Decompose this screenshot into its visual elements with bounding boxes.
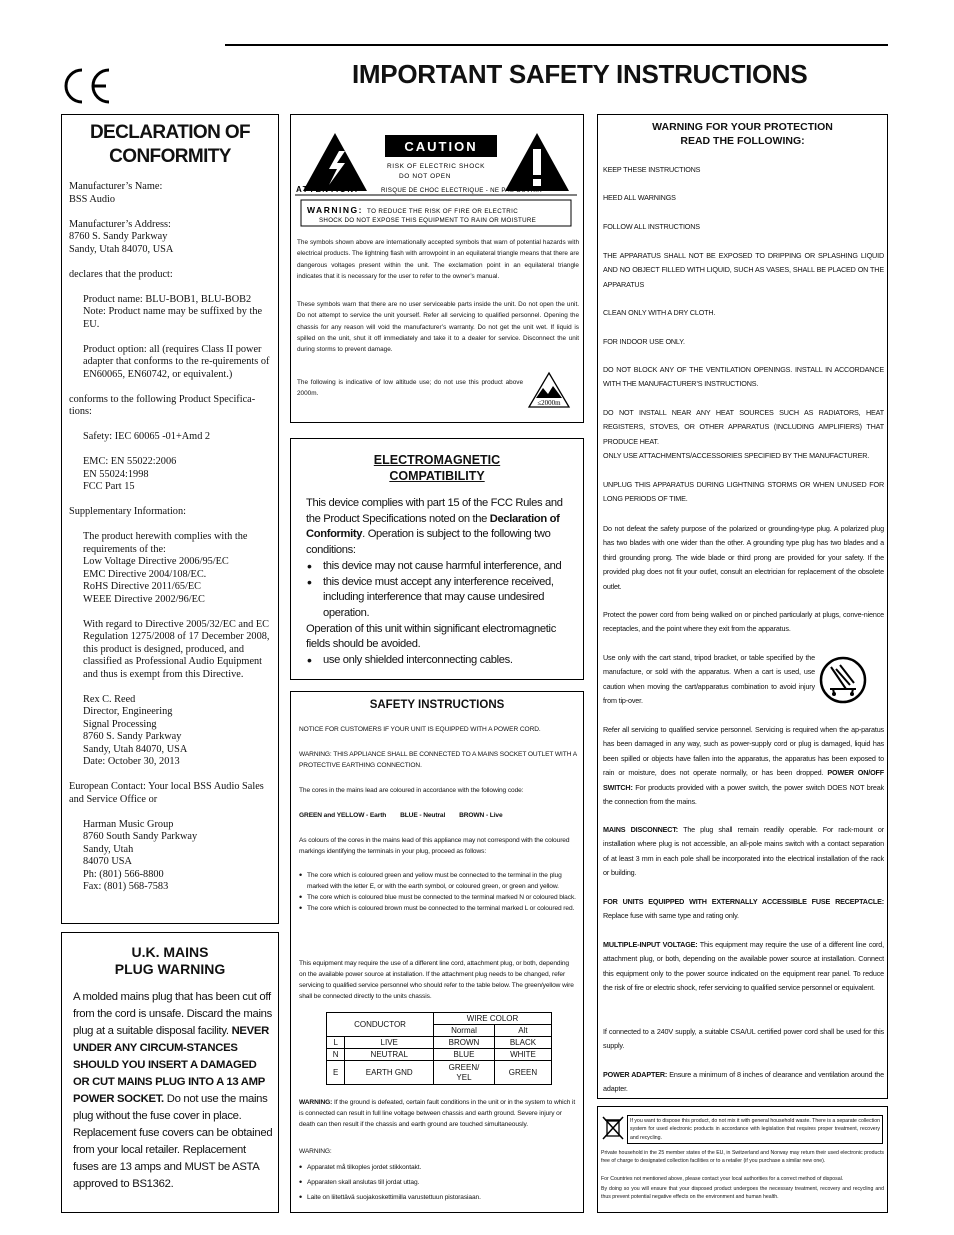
safety-para-6	[299, 1097, 577, 1130]
safety-nordic-3: • Laite on liitettävä suojakoskettimilla varustettuun pistorasiaan.	[299, 1190, 577, 1205]
table-cell: LIVE	[345, 1037, 434, 1049]
safety-para-1: NOTICE FOR CUSTOMERS IF YOUR UNIT IS EQUIPPED WITH A POWER CORD.	[299, 726, 541, 733]
warning-text2: SHOCK DO NOT EXPOSE THIS EQUIPMENT TO RAIN OR MOISTURE	[319, 217, 537, 224]
table-cell: GREEN/ YEL	[434, 1061, 495, 1085]
caution-label-graphic	[295, 121, 577, 239]
warning-s14	[603, 723, 884, 809]
emc-bullet-1: • this device may not cause harmful interference, and	[306, 559, 574, 575]
table-row	[327, 1049, 552, 1061]
wire-color-table	[326, 1012, 552, 1085]
warning-s11: Do not defeat the safety purpose of the polarized or grounding-type plug. A polarized plug has two blades with one wider than the other. A grounding type plug has two blades and a third grounding prong. The wide blade or third prong are provided for your safety. If the provided plug does not fit your outlet, consult an electrician for replacement of the obsolete outlet.	[603, 524, 884, 591]
table-header-normal: Normal	[434, 1025, 495, 1037]
table-cell: GREEN	[494, 1061, 551, 1085]
table-cell: BROWN	[434, 1037, 495, 1049]
safety-bullet-1: • The core which is coloured green and yellow must be connected to the terminal in the plug marked with the letter E, or with the earth symbol, or coloured green, or green and yellow.	[299, 870, 577, 892]
declaration-para: EMC: EN 55022:2006 EN 55024:1998 FCC Part 15	[83, 456, 177, 492]
warning-text1: TO REDUCE THE RISK OF FIRE OR ELECTRIC	[367, 208, 519, 215]
declaration-para: Safety: IEC 60065 -01+Amd 2	[83, 431, 211, 442]
declaration-body	[69, 181, 275, 906]
warning-s15	[603, 823, 884, 881]
weee-box	[597, 1106, 888, 1213]
warning-s7: DO NOT BLOCK ANY OF THE VENTILATION OPENINGS. INSTALL IN ACCORDANCE WITH THE MANUFACTURER’S INSTRUCTIONS.	[603, 365, 884, 389]
declaration-para: European Contact: Your local BSS Audio Sales and Service Office or	[69, 781, 264, 805]
shock-line1: RISK OF ELECTRIC SHOCK	[387, 163, 486, 170]
warning-s17-bold: MULTIPLE-INPUT VOLTAGE:	[603, 940, 698, 949]
safety-para-3: The cores in the mains lead are coloured in accordance with the following code:	[299, 787, 524, 794]
altitude-icon	[527, 371, 571, 409]
warning-s9: ONLY USE ATTACHMENTS/ACCESSORIES SPECIFIED BY THE MANUFACTURER.	[603, 451, 870, 460]
table-cell: EARTH GND	[345, 1061, 434, 1085]
cart-warning-icon	[818, 655, 868, 705]
safety-nordic-list	[299, 1160, 577, 1205]
caution-box	[290, 114, 584, 423]
header-rule	[225, 44, 888, 46]
uk-text-bold: NEVER UNDER ANY CIRCUM-STANCES SHOULD YOU INSERT A DAMAGED OR CUT MAINS PLUG INTO A 13 AMP POWER SOCKET.	[73, 1025, 269, 1105]
declaration-box	[61, 114, 279, 924]
warning-box	[597, 114, 888, 1099]
declaration-para: Manufacturer’s Address: 8760 S. Sandy Parkway Sandy, Utah 84070, USA	[69, 218, 174, 255]
warning-heading: WARNING FOR YOUR PROTECTION READ THE FOLLOWING:	[652, 121, 833, 147]
altitude-label: ≤2000m	[537, 399, 561, 407]
table-cell: NEUTRAL	[345, 1049, 434, 1061]
safety-para-7: WARNING:	[299, 1148, 332, 1155]
emc-intro	[306, 496, 574, 559]
uk-text	[73, 989, 273, 1193]
weee-para-1: Private household in the 25 member states of the EU, in Switzerland and Norway may return their used electronic products free of charge to designated collection facilities or to a retailer (if you purchase a similar new one).	[601, 1150, 884, 1165]
emc-mid: Operation of this unit within significant electromagnetic fields should be avoided.	[306, 622, 556, 651]
safety-heading: SAFETY INSTRUCTIONS	[369, 699, 505, 711]
declaration-para: With regard to Directive 2005/32/EC and EC Regulation 1275/2008 of 17 December 2008, this product is designed, produced, and classified as Professional Audio Equipment and thus is exempt from this Directive.	[83, 618, 270, 680]
warning-s3: FOLLOW ALL INSTRUCTIONS	[603, 222, 700, 231]
safety-para-4: As colours of the cores in the mains lead of this appliance may not correspond with the coloured markings identifying the terminals in your plug, proceed as follows:	[299, 837, 570, 855]
warning-s14b-text: For products provided with a power switch, the power switch DOES NOT break the connection from the mains.	[603, 782, 884, 807]
table-row	[327, 1061, 552, 1085]
weee-box-text: If you want to dispose this product, do not mix it with general household waste. There is a separate collection system for used electronic products in accordance with legislation that requires proper treatment, recovery and recycling.	[627, 1115, 883, 1144]
uk-text-intro: A molded mains plug that has been cut off from the cord is unsafe. Discard the mains plug at a suitable disposal facility.	[73, 991, 272, 1037]
attention-label: ATTENTION:	[296, 185, 359, 194]
warning-s8: DO NOT INSTALL NEAR ANY HEAT SOURCES SUCH AS RADIATORS, HEAT REGISTERS, STOVES, OR OTHER APPARATUS (INCLUDING AMPLIFIERS) THAT PRODUCE HEAT.	[603, 408, 884, 446]
safety-para-2: WARNING: THIS APPLIANCE SHALL BE CONNECTED TO A MAINS SOCKET OUTLET WITH A PROTECTIVE EARTHING CONNECTION.	[299, 751, 577, 769]
warning-s16-text: Replace fuse with same type and rating only.	[603, 911, 739, 921]
warning-s15-text: The plug shall remain readily operable. For rack-mount or installation where plug is not accessible, an all-pole mains switch with a contact separation of at least 3 mm in each pole shall be incorporated into the electrical installation of the rack or building.	[603, 825, 884, 878]
warning-s2: HEED ALL WARNINGS	[603, 193, 676, 202]
caution-para-2: These symbols warn that there are no user serviceable parts inside the unit. Do not open the unit. Do not attempt to service the unit yourself. Refer all servicing to qualified personnel. Opening the chassis for any reason will void the manufacturer’s warranty. Do not get the unit wet. If liquid is spilled on the unit, shut it off immediately and take it to a dealer for service. Disconnect the unit during storms to prevent damage.	[297, 301, 579, 354]
warning-s16-bold: FOR UNITS EQUIPPED WITH EXTERNALLY ACCESSIBLE FUSE RECEPTACLE:	[603, 897, 884, 906]
ce-mark-icon	[60, 66, 116, 106]
table-cell: WHITE	[494, 1049, 551, 1061]
declaration-para: Product option: all (requires Class II power adapter that conforms to the re-quirements of EN60065, EN60742, or equivalent.)	[83, 343, 270, 380]
declaration-para: Manufacturer’s Name: BSS Audio	[69, 181, 163, 205]
safety-bullet-2: • The core which is coloured blue must be connected to the terminal marked N or coloured black.	[299, 892, 577, 903]
emc-box	[290, 438, 584, 680]
caution-para-1: The symbols shown above are internationally accepted symbols that warn of potential hazards with electrical products. The lightning flash with arrowpoint in an equilateral triangle means that there are dangerous voltages present within the unit. The exclamation point in an equilateral triangle indicates that it is necessary for the user to refer to the owner’s manual.	[297, 239, 579, 280]
weee-para-2: For Countries not mentioned above, please contact your local authorities for a correct method of disposal.	[601, 1176, 844, 1182]
caution-para-3: The following is indicative of low altitude use; do not use this product above 2000m.	[297, 379, 523, 398]
uk-mains-box	[61, 932, 279, 1213]
table-cell: N	[327, 1049, 345, 1061]
safety-codes: GREEN and YELLOW - Earth BLUE - Neutral BROWN - Live	[299, 812, 503, 819]
warning-s19	[603, 1068, 884, 1097]
table-cell: BLACK	[494, 1037, 551, 1049]
declaration-para: Harman Music Group 8760 South Sandy Parkway Sandy, Utah 84070 USA Ph: (801) 566-8800 Fax: (801) 568-7583	[83, 818, 198, 892]
emc-intro-bold: Declaration of Conformity	[306, 512, 560, 541]
warning-s13: Use only with the cart stand, tripod bracket, or table specified by the manufacture, or sold with the apparatus. When a cart is used, use caution when moving the cart/apparatus combination to avoid injury from tip-over.	[603, 653, 815, 706]
table-cell: BLUE	[434, 1049, 495, 1061]
table-header-wire: WIRE COLOR	[434, 1013, 552, 1025]
emc-body	[306, 496, 574, 669]
table-cell: E	[327, 1061, 345, 1085]
declaration-para: Supplementary Information:	[69, 506, 186, 517]
warning-s14b-bold: POWER ON/OFF SWITCH:	[603, 768, 885, 792]
warning-s10: UNPLUG THIS APPARATUS DURING LIGHTNING STORMS OR WHEN UNUSED FOR LONG PERIODS OF TIME.	[603, 480, 884, 504]
safety-para-5: This equipment may require the use of a different line cord, attachment plug, or both, depending on the available power source at installation. If the attachment plug needs to be changed, refer servicing to qualified service personnel who should refer to the table below. The green/yellow wire shall be connected directly to the units chassis.	[299, 960, 574, 1000]
attention-text: RISQUE DE CHOC ELECTRIQUE - NE PAS OUVRIR	[381, 187, 543, 194]
emc-heading: ELECTROMAGNETIC COMPATIBILITY	[373, 453, 501, 483]
shock-line2: DO NOT OPEN	[399, 173, 451, 180]
warning-s15-bold: MAINS DISCONNECT:	[603, 825, 679, 834]
safety-bullet-3: • The core which is coloured brown must be connected to the terminal marked L or coloured red.	[299, 903, 577, 914]
warning-s5: CLEAN ONLY WITH A DRY CLOTH.	[603, 308, 716, 317]
warning-label: WARNING:	[307, 205, 363, 215]
emc-intro-1: This device complies with part 15 of the FCC Rules and the Product Specifications noted on the	[306, 497, 563, 525]
safety-nordic-1: • Apparatet må tilkoples jordet stikkontakt.	[299, 1160, 577, 1175]
warning-s17	[603, 938, 884, 996]
uk-heading: U.K. MAINS PLUG WARNING	[114, 944, 226, 977]
table-cell: L	[327, 1037, 345, 1049]
safety-nordic-2: • Apparaten skall anslutas till jordat uttag.	[299, 1175, 577, 1190]
table-header-alt: Alt	[494, 1025, 551, 1037]
warning-s14-text: Refer all servicing to qualified service personnel. Servicing is required when the ap-paratus has been damaged in any way, such as power-supply cord or plug is damaged, liquid has been spilled or objects have fallen into the apparatus, the apparatus has been exposed to rain or moisture, does not operate normally, or has been dropped.	[603, 725, 884, 778]
safety-bullets	[299, 870, 577, 914]
declaration-para: The product herewith complies with the requirements of the: Low Voltage Directive 2006/95/EC EMC Directive 2004/108/EC. RoHS Directive 2011/65/EC WEEE Directive 2002/96/EC	[83, 531, 248, 605]
declaration-para: declares that the product:	[69, 268, 173, 280]
safety-box	[290, 691, 584, 1213]
emc-bullet-3: • use only shielded interconnecting cables.	[306, 653, 574, 669]
weee-para-3: By doing so you will ensure that your disposed product undergoes the necessary treatment, recovery and recycling and thus prevent potential negative effects on the environment and human health.	[601, 1186, 884, 1201]
emc-intro-2: . Operation is subject to the following two conditions:	[306, 528, 551, 557]
warning-s4: THE APPARATUS SHALL NOT BE EXPOSED TO DRIPPING OR SPLASHING LIQUID AND NO OBJECT FILLED WITH LIQUID, SUCH AS VASES, SHALL BE PLACED ON THE APPARATUS	[603, 251, 884, 289]
warning-s12: Protect the power cord from being walked on or pinched particularly at plugs, conve-nience receptacles, and the point where they exit from the apparatus.	[603, 610, 884, 634]
caution-label: CAUTION	[404, 139, 478, 154]
declaration-para: Rex C. Reed Director, Engineering Signal Processing 8760 S. Sandy Parkway Sandy, Utah 84070, USA Date: October 30, 2013	[83, 693, 188, 767]
safety-para-6-bold: WARNING:	[299, 1099, 333, 1106]
warning-s18: If connected to a 240V supply, a suitable CSA/UL certified power cord shall be used for this supply.	[603, 1027, 884, 1051]
emc-bullet-2: • this device must accept any interference received, including interference that may cause undesired operation.	[306, 575, 574, 622]
table-header-conductor: CONDUCTOR	[327, 1013, 434, 1037]
warning-s19-bold: POWER ADAPTER:	[603, 1070, 668, 1079]
declaration-para: conforms to the following Product Specifica-tions:	[69, 393, 256, 417]
table-row	[327, 1037, 552, 1049]
warning-s16	[603, 895, 884, 924]
warning-s6: FOR INDOOR USE ONLY.	[603, 337, 685, 346]
uk-text-tail: Do not use the mains plug without the fuse cover in place. Replacement fuse covers can be obtained from your local retailer. Replacement fuses are 13 amps and MUST be ASTA approved to BS1362.	[73, 1093, 273, 1190]
warning-s19-text: Ensure a minimum of 8 inches of clearance and ventilation around the adapter.	[603, 1070, 884, 1094]
warning-s1: KEEP THESE INSTRUCTIONS	[603, 165, 701, 174]
page-title: IMPORTANT SAFETY INSTRUCTIONS	[352, 59, 808, 89]
safety-para-6-text: If the ground is defeated, certain fault conditions in the unit or in the system to which it is connected can result in full line voltage between chassis and earth ground. Severe injury or death can then result if the chassis and earth ground are touched simultaneously.	[299, 1099, 576, 1128]
warning-s17-text: This equipment may require the use of a different line cord, attachment plug, or both, depending on the available power source at installation. Connect this equipment only to the power source indicated on the equipment rear panel. To reduce the risk of fire or electric shock, refer servicing to qualified service personnel or equivalent.	[603, 940, 884, 993]
crossed-bin-icon	[602, 1115, 624, 1141]
declaration-para: Product name: BLU-BOB1, BLU-BOB2 Note: Product name may be suffixed by the EU.	[83, 293, 263, 330]
declaration-heading: DECLARATION OF CONFORMITY	[89, 122, 251, 167]
